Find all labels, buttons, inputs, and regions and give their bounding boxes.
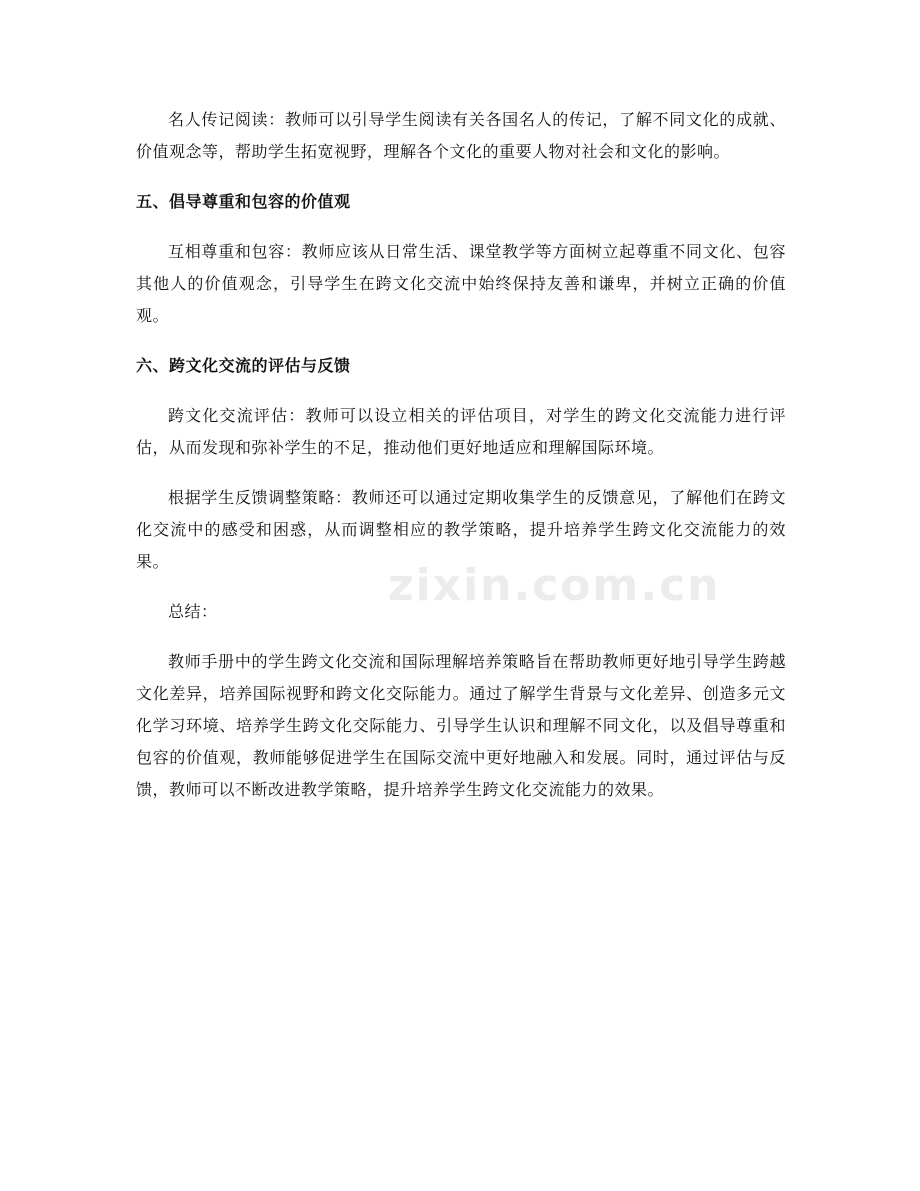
watermark: zixin.com.cn	[388, 560, 721, 611]
section-heading-5: 五、倡导尊重和包容的价值观	[136, 192, 351, 211]
summary-label: 总结：	[168, 602, 218, 621]
paragraph-feedback: 根据学生反馈调整策略：教师还可以通过定期收集学生的反馈意见，了解他们在跨文化交流中的感受和困惑，从而调整相应的教学策略，提升培养学生跨文化交流能力的效果。	[136, 488, 786, 571]
section-heading-6: 六、跨文化交流的评估与反馈	[136, 356, 351, 375]
document-body	[136, 104, 786, 824]
paragraph-respect-tolerance: 互相尊重和包容：教师应该从日常生活、课堂教学等方面树立起尊重不同文化、包容其他人的价值观念，引导学生在跨文化交流中始终保持友善和谦卑，并树立正确的价值观。	[136, 242, 786, 325]
paragraph-summary: 教师手册中的学生跨文化交流和国际理解培养策略旨在帮助教师更好地引导学生跨越文化差异，培养国际视野和跨文化交际能力。通过了解学生背景与文化差异、创造多元文化学习环境、培养学生跨文化交际能力、引导学生认识和理解不同文化，以及倡导尊重和包容的价值观，教师能够促进学生在国际交流中更好地融入和发展。同时，通过评估与反馈，教师可以不断改进教学策略，提升培养学生跨文化交流能力的效果。	[136, 652, 786, 799]
paragraph-evaluation: 跨文化交流评估：教师可以设立相关的评估项目，对学生的跨文化交流能力进行评估，从而发现和弥补学生的不足，推动他们更好地适应和理解国际环境。	[136, 406, 786, 457]
paragraph-biography-reading: 名人传记阅读：教师可以引导学生阅读有关各国名人的传记，了解不同文化的成就、价值观念等，帮助学生拓宽视野，理解各个文化的重要人物对社会和文化的影响。	[136, 110, 786, 161]
